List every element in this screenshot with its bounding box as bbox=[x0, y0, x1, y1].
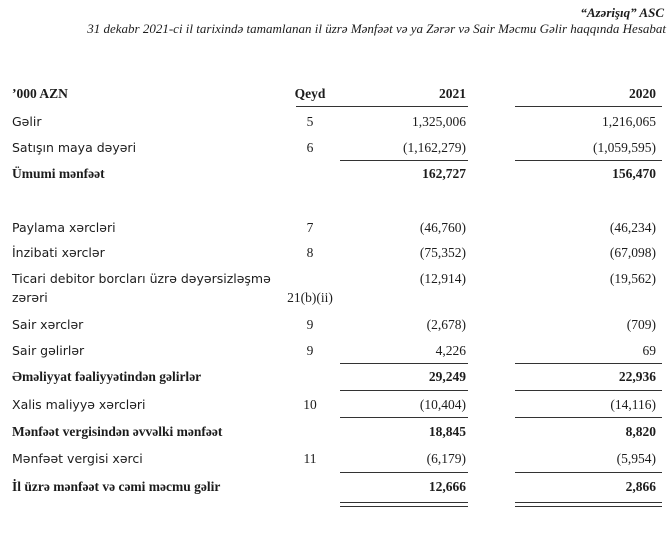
subtotal-line-2020 bbox=[515, 417, 662, 418]
subtotal-line-2020 bbox=[515, 160, 662, 161]
company-name: “Azərişıq” ASC bbox=[580, 5, 664, 20]
subtotal-line-2021 bbox=[340, 472, 468, 473]
year-2021-header: 2021 bbox=[439, 86, 466, 101]
header-underline-2020 bbox=[515, 106, 662, 107]
unit-header: ’000 AZN bbox=[12, 86, 68, 101]
note-header: Qeyd bbox=[294, 86, 326, 101]
report-subtitle: 31 dekabr 2021-ci il tarixində tamamlanan il üzrə Mənfəət və ya Zərər və Sair Məcmu Gəlir haqqında Hesabat bbox=[87, 21, 666, 36]
subtotal-line-2021 bbox=[340, 417, 468, 418]
subtotal-line-2020 bbox=[515, 472, 662, 473]
subtotal-line-2020 bbox=[515, 363, 662, 364]
total-line-2020 bbox=[515, 390, 662, 391]
total-line-2021 bbox=[340, 390, 468, 391]
double-underline-2020 bbox=[515, 502, 662, 507]
year-2020-header: 2020 bbox=[629, 86, 656, 101]
header-underline-2021 bbox=[296, 106, 468, 107]
subtotal-line-2021 bbox=[340, 160, 468, 161]
double-underline-2021 bbox=[340, 502, 468, 507]
subtotal-line-2021 bbox=[340, 363, 468, 364]
